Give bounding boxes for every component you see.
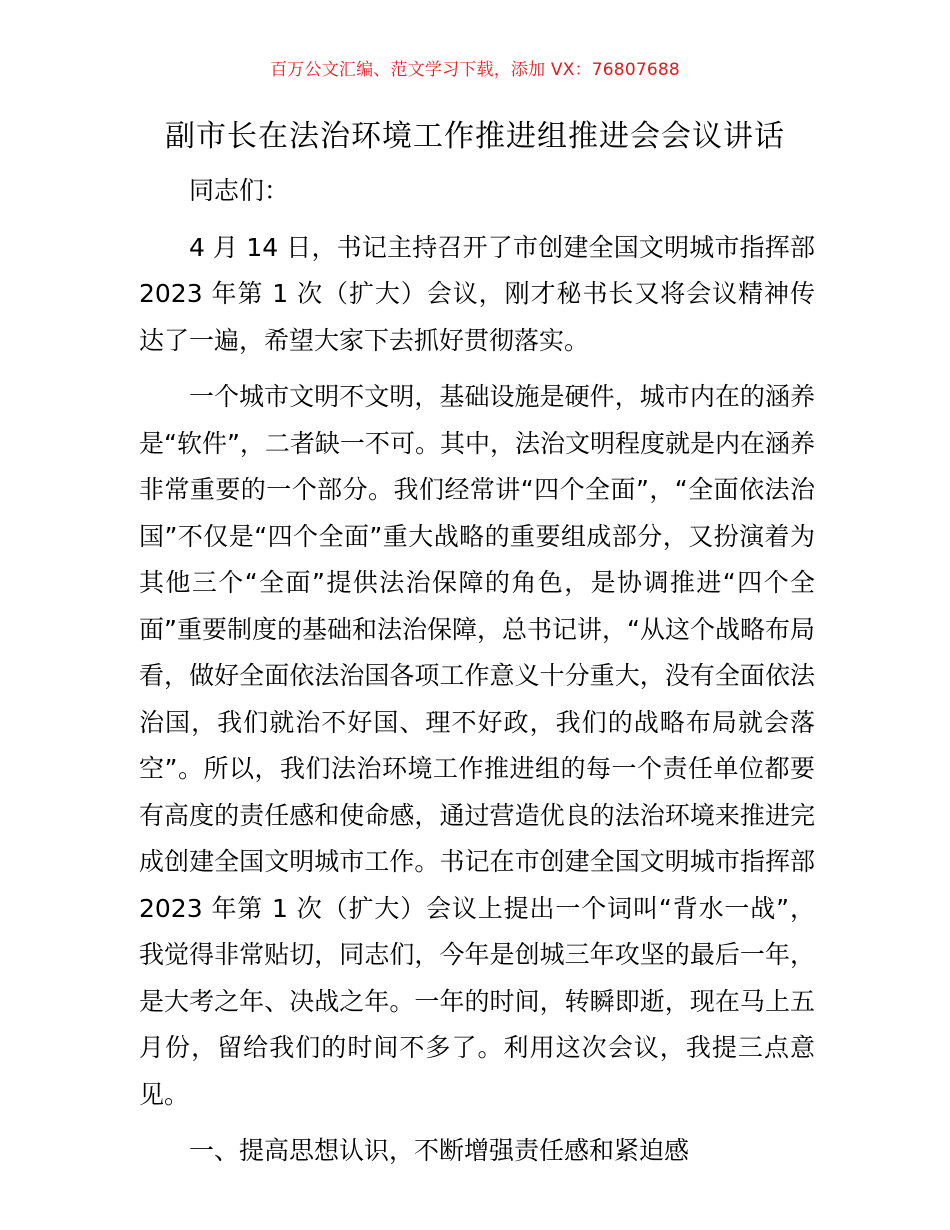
header-note: 百万公文汇编、范文学习下载，添加 VX：76807688 [270, 60, 680, 80]
paragraph-2: 一个城市文明不文明，基础设施是硬件，城市内在的涵养是“软件”，二者缺一不可。其中，法治文明程度就是内在涵养非常重要的一个部分。我们经常讲“四个全面”，“全面依法治国”不仅是“四个全面”重大战略的重要组成部分，又扮演着为其他三个“全面”提供法治保障的角色，是协调推进“四个全面”重要制度的基础和法治保障，总书记讲，“从这个战略布局看，做好全面依法治国各项工作意义十分重大，没有全面依法治国，我们就治不好国、理不好政，我们的战略布局就会落空”。所以，我们法治环境工作推进组的每一个责任单位都要有高度的责任感和使命感，通过营造优良的法治环境来推进完成创建全国文明城市工作。书记在市创建全国文明城市指挥部 2023 年第 1 次（扩大）会议上提出一个词叫“背水一战”，我觉得非常贴切，同志们，今年是创城三年攻坚的最后一年，是大考之年、决战之年。一年的时间，转瞬即逝，现在马上五月份，留给我们的时间不多了。利用这次会议，我提三点意见。 [139, 382, 815, 1109]
salutation: 同志们： [189, 176, 290, 205]
document-title: 副市长在法治环境工作推进组推进会会议讲话 [165, 119, 785, 154]
section-heading: 一、提高思想认识，不断增强责任感和紧迫感 [189, 1136, 690, 1165]
paragraph-1: 4 月 14 日，书记主持召开了市创建全国文明城市指挥部 2023 年第 1 次（扩大）会议，刚才秘书长又将会议精神传达了一遍，希望大家下去抓好贯彻落实。 [139, 232, 815, 355]
document-body [139, 168, 815, 1175]
